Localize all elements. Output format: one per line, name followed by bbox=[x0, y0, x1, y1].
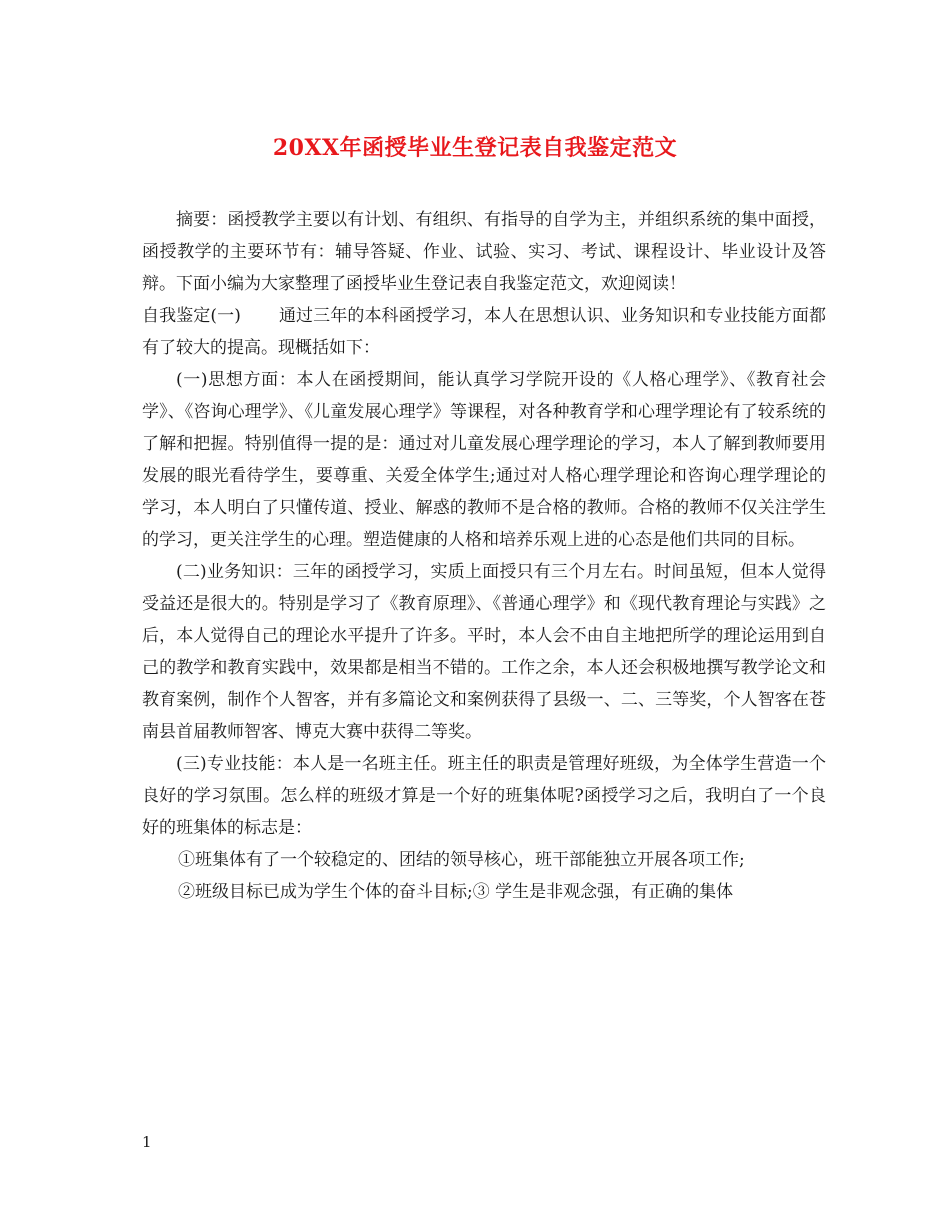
list-item: ②班级目标已成为学生个体的奋斗目标;③ 学生是非观念强，有正确的集体 bbox=[178, 882, 734, 902]
document-title: 20XX年函授毕业生登记表自我鉴定范文 bbox=[272, 135, 678, 161]
page-number: 1 bbox=[142, 1133, 152, 1151]
thought-paragraph: (一)思想方面：本人在函授期间，能认真学习学院开设的《人格心理学》、《教育社会学》、《咨询心理学》、《儿童发展心理学》等课程，对各种教育学和心理学理论有了较系统的了解和把握。特别值得一提的是：通过对儿童发展心理学理论的学习，本人了解到教师要用发展的眼光看待学生，要尊重、关爱全体学生;通过对人格心理学理论和咨询心理学理论的学习，本人明白了只懂传道、授业、解惑的教师不是合格的教师。合格的教师不仅关注学生的学习，更关注学生的心理。塑造健康的人格和培养乐观上进的心态是他们共同的目标。 bbox=[142, 370, 826, 550]
section-heading: 自我鉴定(一) bbox=[142, 306, 241, 326]
abstract-paragraph: 摘要：函授教学主要以有计划、有组织、有指导的自学为主，并组织系统的集中面授，函授教学的主要环节有：辅导答疑、作业、试验、实习、考试、课程设计、毕业设计及答辩。下面小编为大家整理了函授毕业生登记表自我鉴定范文，欢迎阅读！ bbox=[142, 210, 826, 294]
section-intro-text: 通过三年的本科函授学习，本人在思想认识、业务知识和专业技能方面都有了较大的提高。现概括如下： bbox=[142, 306, 827, 358]
document-body bbox=[142, 204, 826, 908]
list-item: ①班集体有了一个较稳定的、团结的领导核心，班干部能独立开展各项工作; bbox=[178, 850, 745, 870]
business-paragraph: (二)业务知识：三年的函授学习，实质上面授只有三个月左右。时间虽短，但本人觉得受益还是很大的。特别是学习了《教育原理》、《普通心理学》和《现代教育理论与实践》之后，本人觉得自己的理论水平提升了许多。平时，本人会不由自主地把所学的理论运用到自己的教学和教育实践中，效果都是相当不错的。工作之余，本人还会积极地撰写教学论文和教育案例，制作个人智客，并有多篇论文和案例获得了县级一、二、三等奖，个人智客在苍南县首届教师智客、博克大赛中获得二等奖。 bbox=[142, 562, 826, 742]
skill-paragraph: (三)专业技能：本人是一名班主任。班主任的职责是管理好班级，为全体学生营造一个良好的学习氛围。怎么样的班级才算是一个好的班集体呢?函授学习之后，我明白了一个良好的班集体的标志是： bbox=[142, 754, 826, 838]
section-intro-paragraph bbox=[142, 300, 826, 364]
